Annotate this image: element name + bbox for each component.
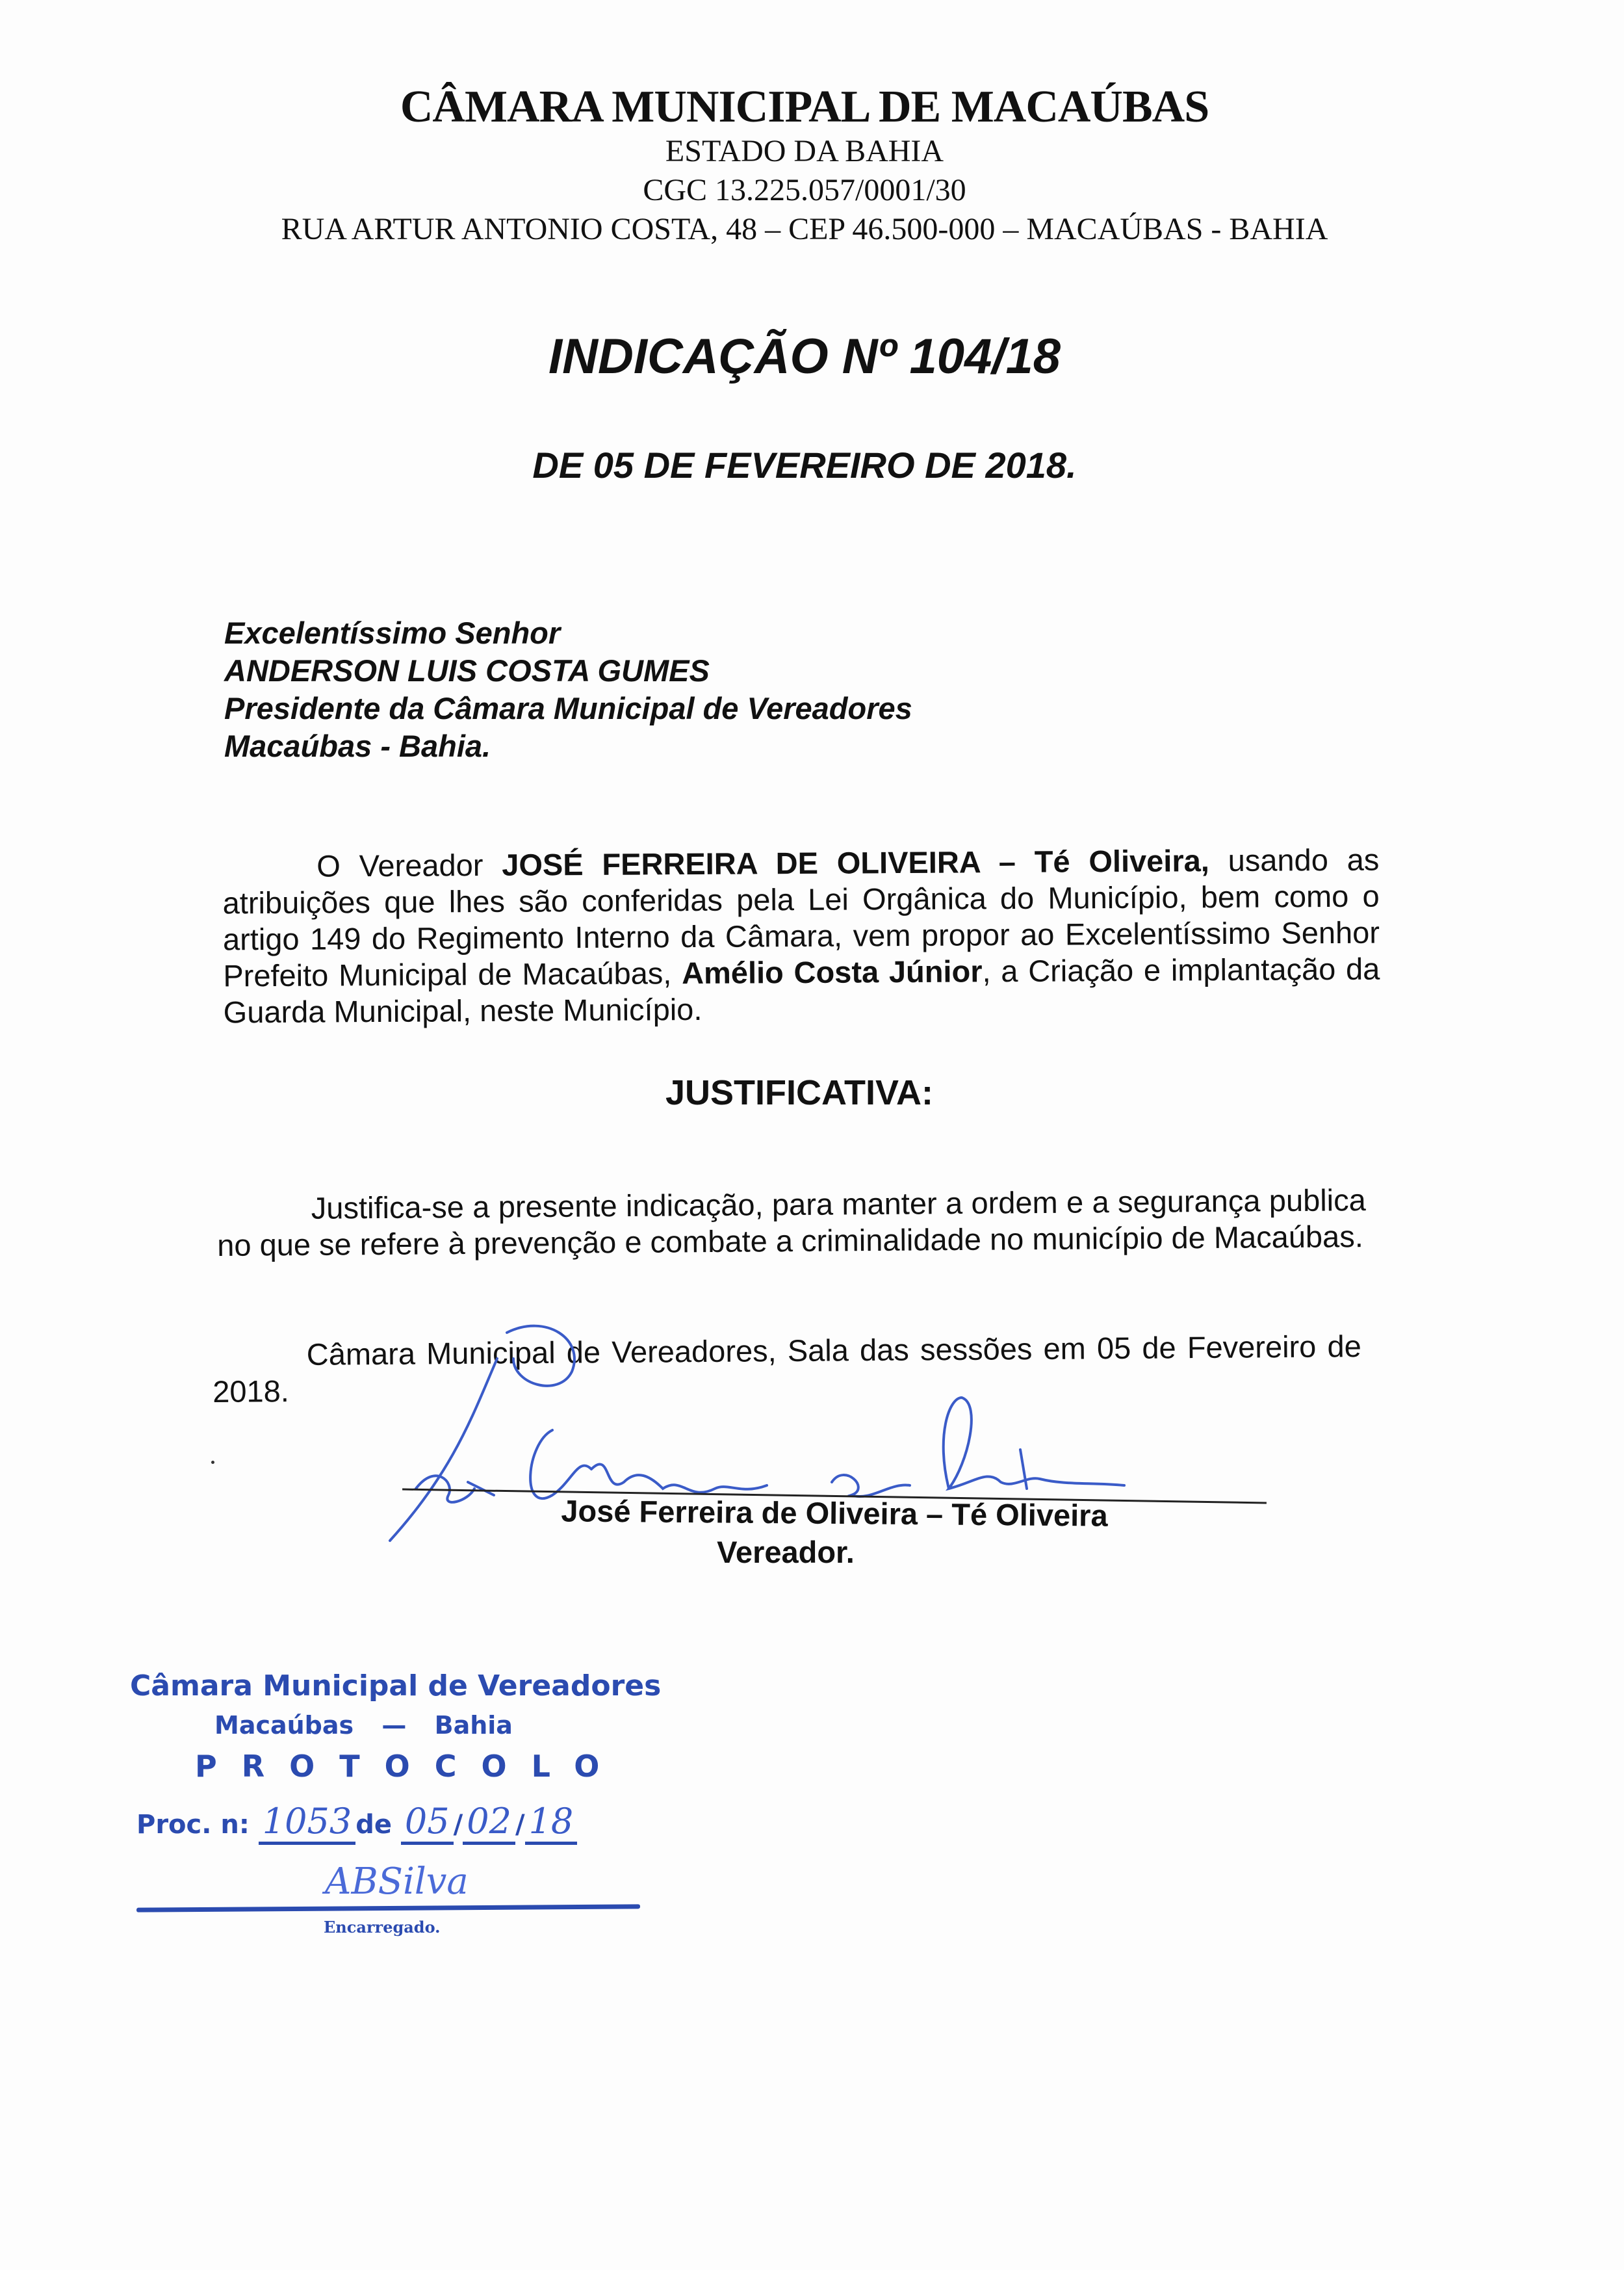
text: , a Criação e implantação da Guarda Municipal, neste Município. <box>223 951 1380 1030</box>
addressee-salutation: Excelentíssimo Senhor <box>224 616 561 650</box>
stamp-signature: ABSilva <box>325 1860 469 1903</box>
text: Justifica-se a presente indicação, para manter a ordem e a segurança publica no que se refere à prevenção e combate a criminalidade no município de Macaúbas. <box>217 1182 1366 1262</box>
signatory-name: José Ferreira de Oliveira – Té Oliveira <box>561 1493 1108 1533</box>
stamp-signature-line <box>136 1904 640 1912</box>
addressee-role: Presidente da Câmara Municipal de Vereadores <box>224 691 912 725</box>
stray-mark <box>211 1461 214 1464</box>
proc-day: 05 <box>401 1801 454 1845</box>
body-paragraph-1 <box>222 842 1380 1031</box>
justification-paragraph <box>217 1182 1367 1264</box>
councilor-name: JOSÉ FERREIRA DE OLIVEIRA – Té Oliveira, <box>502 843 1210 882</box>
stamp-line-2: Macaúbas — Bahia <box>214 1711 513 1740</box>
stamp-proc-line: Proc. n: 1053 de 05 / 02 / 18 <box>136 1801 577 1842</box>
proc-month: 02 <box>463 1801 515 1845</box>
stamp-line-1: Câmara Municipal de Vereadores <box>130 1669 662 1702</box>
institution-address: RUA ARTUR ANTONIO COSTA, 48 – CEP 46.500-000 – MACAÚBAS - BAHIA <box>281 212 1328 246</box>
de-label: de <box>355 1810 392 1840</box>
proc-year: 18 <box>525 1801 578 1845</box>
stamp-signer-label: Encarregado. <box>324 1918 441 1937</box>
proc-label: Proc. n: <box>136 1810 250 1840</box>
institution-title: CÂMARA MUNICIPAL DE MACAÚBAS <box>400 82 1209 132</box>
institution-cgc: CGC 13.225.057/0001/30 <box>643 173 966 207</box>
justification-heading: JUSTIFICATIVA: <box>665 1073 933 1112</box>
addressee-name: ANDERSON LUIS COSTA GUMES <box>224 653 710 688</box>
signatory-role: Vereador. <box>717 1535 855 1569</box>
document-title: INDICAÇÃO Nº 104/18 <box>548 329 1061 384</box>
document-date: DE 05 DE FEVEREIRO DE 2018. <box>532 445 1077 486</box>
addressee-place: Macaúbas - Bahia. <box>224 729 491 763</box>
addressee-block <box>224 614 912 765</box>
proc-number: 1053 <box>259 1801 355 1845</box>
mayor-name: Amélio Costa Júnior <box>681 954 983 991</box>
text: usando as atribuições que lhes são conferidas pela Lei Orgânica do Município, bem como o artigo 149 do Regimento Interno da Câmara, vem propor ao Excelentíssimo Senhor Prefeito Municipal de Macaúbas, <box>222 842 1380 993</box>
text: Câmara Municipal de Vereadores, Sala das sessões em 05 de Fevereiro de 2018. <box>213 1329 1361 1409</box>
text: O Vereador <box>316 847 502 883</box>
institution-state: ESTADO DA BAHIA <box>665 134 944 168</box>
stamp-line-3: PROTOCOLO <box>195 1749 625 1784</box>
